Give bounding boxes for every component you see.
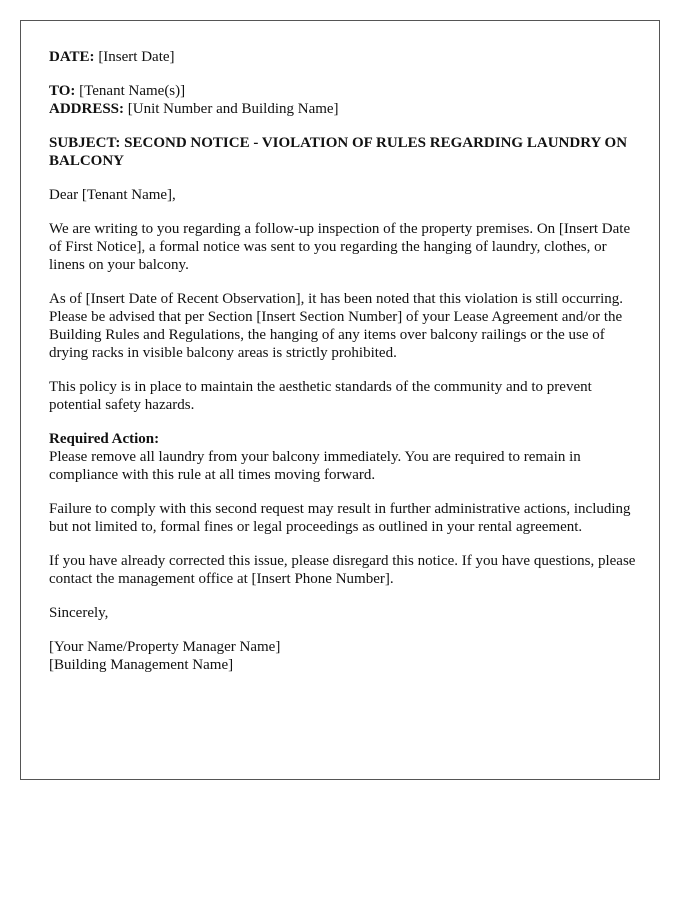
letter-page xyxy=(20,20,660,780)
salutation: Dear [Tenant Name], xyxy=(49,187,176,203)
to-line xyxy=(49,82,637,100)
date-value: [Insert Date] xyxy=(94,49,175,65)
to-label: TO: xyxy=(49,83,76,99)
paragraph-first-notice: We are writing to you regarding a follow-up inspection of the property premises. On [Insert Date of First Notice], a formal notice was sent to you regarding the hanging of laundry, clothes, or linens on your balcony. xyxy=(49,221,631,273)
letter-body xyxy=(49,48,637,674)
paragraph-policy: This policy is in place to maintain the aesthetic standards of the community and to prevent potential safety hazards. xyxy=(49,379,592,413)
address-line xyxy=(49,100,637,118)
required-action-text: Please remove all laundry from your balcony immediately. You are required to remain in compliance with this rule at all times moving forward. xyxy=(49,449,581,483)
paragraph-consequences: Failure to comply with this second request may result in further administrative actions, including but not limited to, formal fines or legal proceedings as outlined in your rental agreement. xyxy=(49,501,631,535)
date-line xyxy=(49,48,637,66)
required-action-heading: Required Action: xyxy=(49,431,160,447)
paragraph-contact: If you have already corrected this issue, please disregard this notice. If you have questions, please contact the management office at [Insert Phone Number]. xyxy=(49,553,636,587)
to-value: [Tenant Name(s)] xyxy=(75,83,186,99)
paragraph-violation: As of [Insert Date of Recent Observation], it has been noted that this violation is still occurring. Please be advised that per Section [Insert Section Number] of your Lease Agreement and/or the Building Rules and Regulations, the hanging of any items over balcony railings or the use of drying racks in visible balcony areas is strictly prohibited. xyxy=(49,291,624,361)
signature-org: [Building Management Name] xyxy=(49,657,234,673)
address-label: ADDRESS: xyxy=(49,101,125,117)
signature-name: [Your Name/Property Manager Name] xyxy=(49,639,281,655)
address-value: [Unit Number and Building Name] xyxy=(124,101,339,117)
closing: Sincerely, xyxy=(49,605,109,621)
subject-line: SUBJECT: SECOND NOTICE - VIOLATION OF RULES REGARDING LAUNDRY ON BALCONY xyxy=(49,135,628,169)
date-label: DATE: xyxy=(49,49,95,65)
